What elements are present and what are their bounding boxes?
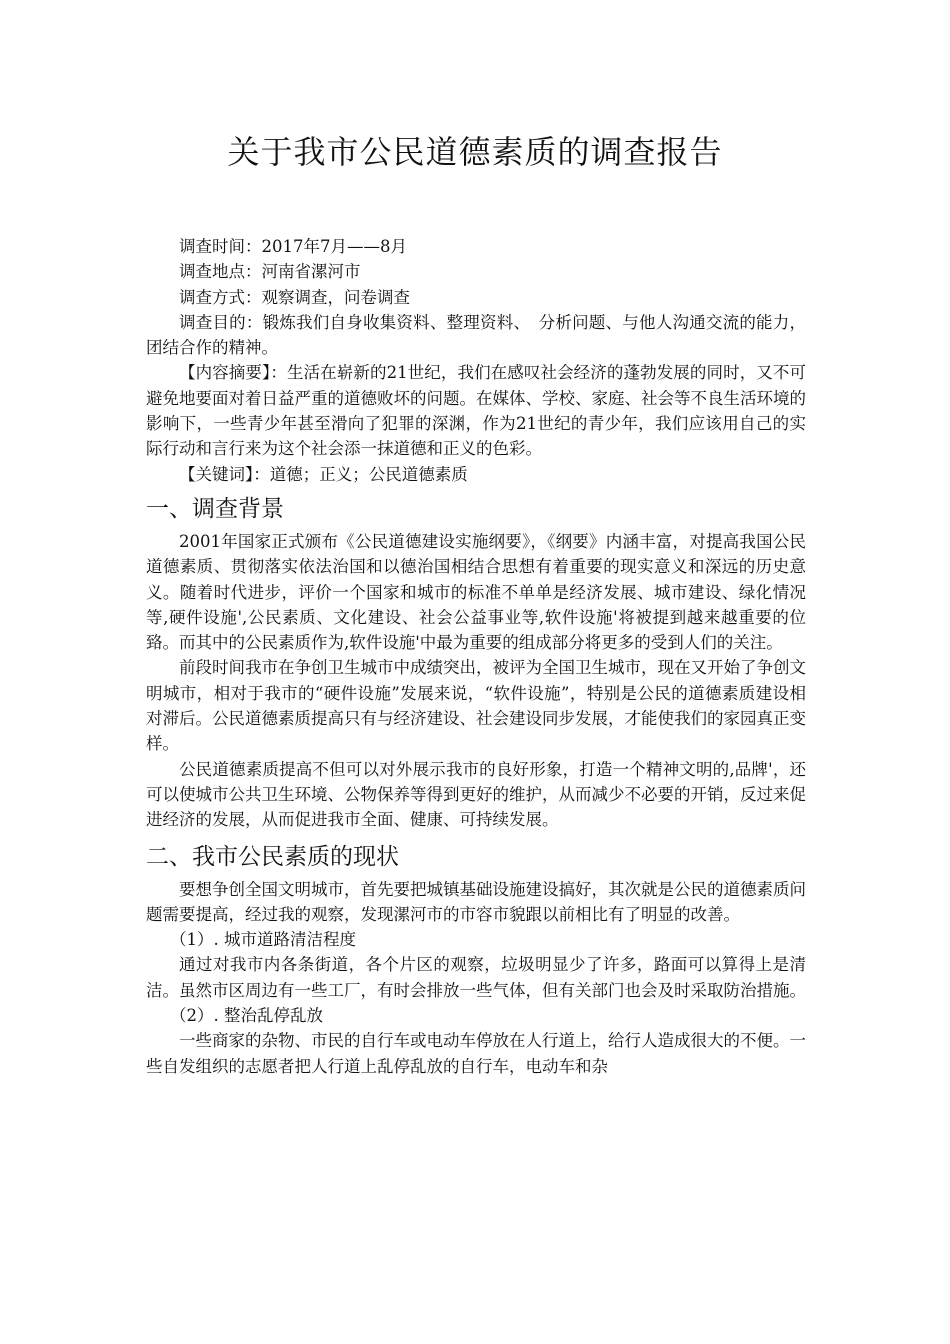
section2-heading: 二、我市公民素质的现状 (146, 843, 399, 870)
abstract: 【内容摘要】：生活在崭新的21世纪，我们在感叹社会经济的蓬勃发展的同时，又不可避免地要面对着日益严重的道德败坏的问题。在媒体、学校、家庭、社会等不良生活环境的影响下，一些青少年甚至滑向了犯罪的深渊，作为21世纪的青少年，我们应该用自己的实际行动和言行来为这个社会添一抹道德和正义的色彩。 (146, 363, 806, 459)
item1-title: （1）. 城市道路清洁程度 (170, 930, 356, 950)
item2-title: （2）. 整治乱停乱放 (170, 1006, 323, 1026)
meta-block (146, 234, 806, 1079)
survey-time: 调查时间：2017年7月——8月 (179, 237, 407, 256)
survey-purpose: 调查目的：锻炼我们自身收集资料、整理资料、 分析问题、与他人沟通交流的能力，团结合作的精神。 (146, 312, 806, 358)
item1-text: 通过对我市内各条街道，各个片区的观察，垃圾明显少了许多，路面可以算得上是清洁。虽然市区周边有一些工厂，有时会排放一些气体，但有关部门也会及时采取防治措施。 (146, 955, 806, 1000)
page-title: 关于我市公民道德素质的调查报告 (227, 133, 723, 171)
section1-paragraph: 前段时间我市在争创卫生城市中成绩突出，被评为全国卫生城市，现在又开始了争创文明城市，相对于我市的“硬件设施”发展来说，“软件设施”，特别是公民的道德素质建设相对滞后。公民道德素质提高只有与经济建设、社会建设同步发展，才能使我们的家园真正变样。 (146, 658, 806, 754)
survey-location: 调查地点：河南省漯河市 (179, 262, 361, 282)
item2-text: 一些商家的杂物、市民的自行车或电动车停放在人行道上，给行人造成很大的不便。一些自发组织的志愿者把人行道上乱停乱放的自行车，电动车和杂 (146, 1031, 806, 1076)
section2-intro: 要想争创全国文明城市，首先要把城镇基础设施建设搞好，其次就是公民的道德素质问题需要提高，经过我的观察，发现漯河市的市容市貌跟以前相比有了明显的改善。 (146, 879, 806, 924)
keywords: 【关键词】：道德；正义；公民道德素质 (179, 464, 468, 484)
section1-heading: 一、调查背景 (146, 495, 284, 522)
survey-method: 调查方式：观察调查，问卷调查 (179, 287, 410, 307)
section1-paragraph: 公民道德素质提高不但可以对外展示我市的良好形象，打造一个精神文明的,品牌'，还可以使城市公共卫生环境、公物保养等得到更好的维护，从而减少不必要的开销，反过来促进经济的发展，从而促进我市全面、健康、可持续发展。 (146, 759, 806, 830)
section1-paragraph: 2001年国家正式颁布《公民道德建设实施纲要》，《纲要》内涵丰富，对提高我国公民道德素质、贯彻落实依法治国和以德治国相结合思想有着重要的现实意义和深远的历史意义。随着时代进步，评价一个国家和城市的标准不单单是经济发展、城市建设、绿化情况等,硬件设施',公民素质、文化建设、社会公益事业等,软件设施'将被提到越来越重要的位臵。而其中的公民素质作为,软件设施'中最为重要的组成部分将更多的受到人们的关注。 (146, 531, 806, 653)
